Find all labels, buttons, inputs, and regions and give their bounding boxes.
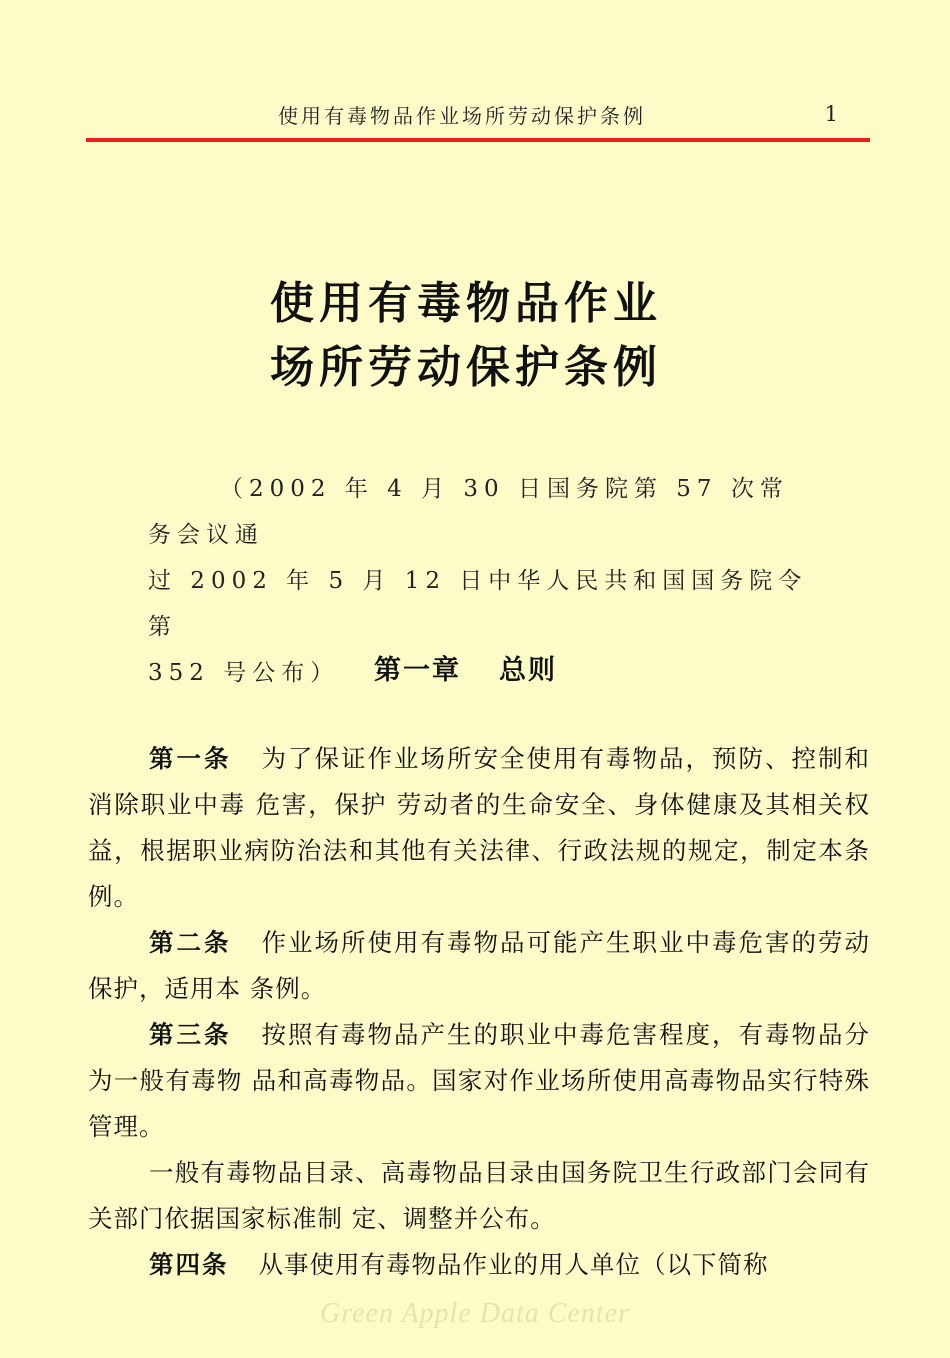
article-text: 作业场所使用有毒物品可能产生职业中毒危害的劳动保护，适用本 条例。 (88, 928, 870, 1003)
article-paragraph (88, 736, 870, 920)
document-title-line-1: 使用有毒物品作业 (270, 278, 662, 329)
article-text: 从事使用有毒物品作业的用人单位（以下简称 (258, 1250, 769, 1279)
header-divider (86, 138, 870, 142)
article-label: 第一条 (149, 744, 232, 773)
article-label: 第三条 (149, 1020, 232, 1049)
chapter-title: 总则 (499, 655, 557, 686)
chapter-heading (374, 648, 557, 687)
article-text: 一般有毒物品目录、高毒物品目录由国务院卫生行政部门会同有关部门依据国家标准制 定、调整并公布。 (88, 1158, 870, 1233)
article-paragraph (88, 1150, 870, 1242)
enactment-note-line-2: 过 2002 年 5 月 12 日中华人民共和国国务院令 第 (148, 568, 808, 640)
chapter-number: 第一章 (374, 655, 461, 686)
enactment-note-line-3: 352 号公布） (148, 660, 340, 686)
article-text: 按照有毒物品产生的职业中毒危害程度，有毒物品分为一般有毒物 品和高毒物品。国家对作业场所使用高毒物品实行特殊管理。 (88, 1020, 870, 1141)
article-label: 第二条 (149, 928, 232, 957)
article-label: 第四条 (149, 1250, 229, 1279)
document-title (0, 272, 950, 400)
enactment-note-line-1: （2002 年 4 月 30 日国务院第 57 次常务会议通 (148, 476, 789, 548)
article-paragraph (88, 1012, 870, 1150)
article-paragraph (88, 920, 870, 1012)
page-number: 1 (824, 102, 838, 126)
document-title-line-2: 场所劳动保护条例 (270, 342, 662, 393)
body-text (88, 736, 870, 1288)
running-header (86, 0, 870, 142)
watermark: Green Apple Data Center (320, 1298, 630, 1329)
running-header-title: 使用有毒物品作业场所劳动保护条例 (278, 104, 646, 128)
article-text: 为了保证作业场所安全使用有毒物品，预防、控制和消除职业中毒 危害，保护 劳动者的生命安全、身体健康及其相关权益，根据职业病防治法和其他有关法律、行政法规的规定，制定本条例。 (88, 744, 870, 911)
article-paragraph (88, 1242, 870, 1288)
